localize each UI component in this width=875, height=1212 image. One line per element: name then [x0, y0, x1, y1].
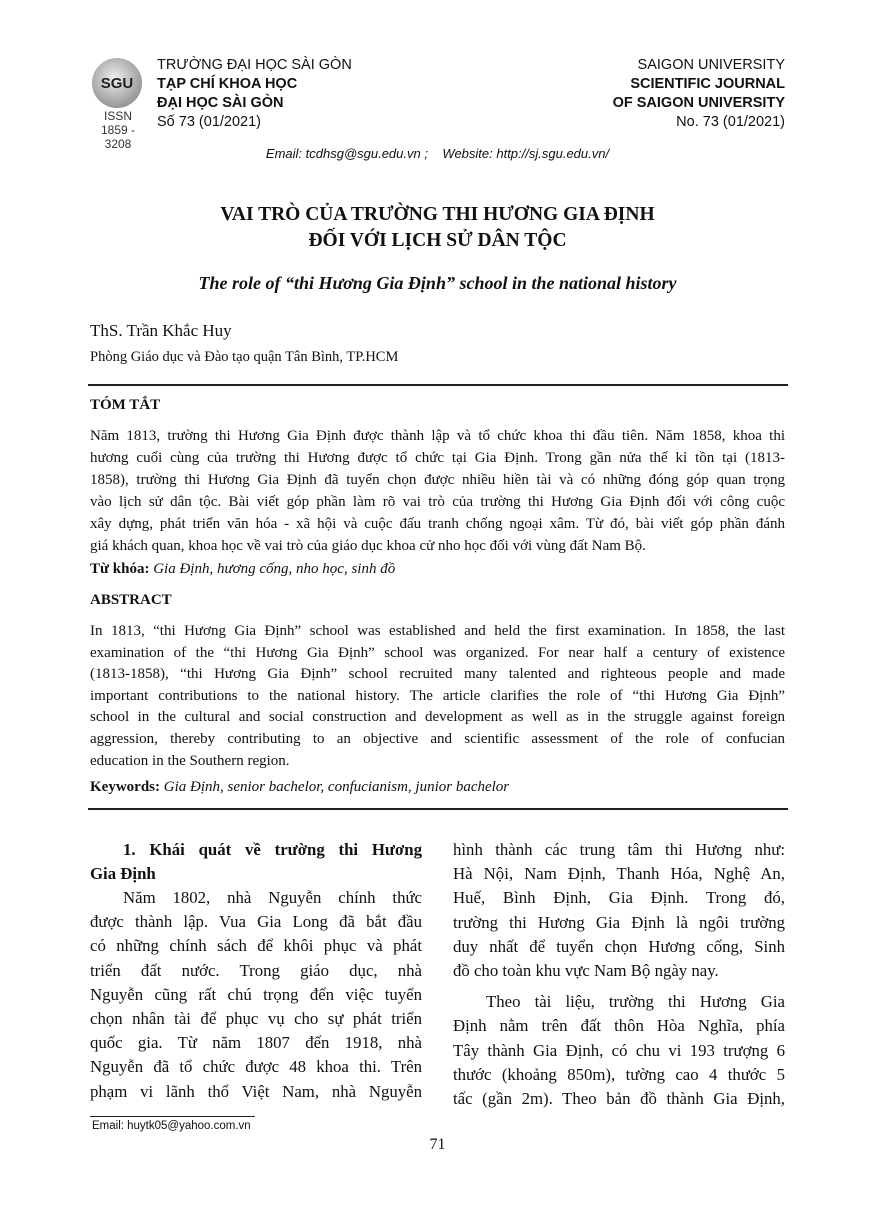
body-line: Theo tài liệu, trường thi Hương Gia — [486, 992, 785, 1012]
issue-en: No. 73 (01/2021) — [676, 114, 785, 130]
body-line: được thành lập. Vua Gia Long đã bắt đầu — [90, 912, 422, 932]
affiliation: Phòng Giáo dục và Đào tạo quận Tân Bình, TP.HCM — [90, 349, 399, 365]
header-left — [157, 56, 352, 132]
university-name-en: SAIGON UNIVERSITY — [637, 57, 785, 73]
abstract-line: In 1813, “thi Hương Gia Định” school was established and held the first examination. In 1858, the last — [90, 623, 785, 639]
divider — [88, 384, 788, 386]
keywords-en-label: Keywords: — [90, 779, 160, 795]
body-line: đồ cho toàn khu vực Nam Bộ ngày nay. — [453, 961, 719, 980]
page-number: 71 — [429, 1136, 446, 1153]
issn-label: ISSN — [103, 109, 132, 123]
article-title-line2: ĐỐI VỚI LỊCH SỬ DÂN TỘC — [308, 230, 567, 251]
body-line: Huế, Bình Định, Gia Định. Trong đó, — [453, 888, 785, 908]
issn — [88, 109, 148, 151]
abstract-line: important contributions to the national history. The article clarifies the role of “thi Hương Gia Định” — [90, 687, 785, 704]
body-line: thước (khoảng 850m), tường cao 4 thước 5 — [453, 1064, 785, 1084]
footnote-email: Email: huytk05@yahoo.com.vn — [92, 1120, 251, 1132]
body-line: phạm vi lãnh thổ Việt Nam, nhà Nguyễn — [90, 1081, 422, 1101]
summary-line: Năm 1813, trường thi Hương Gia Định được thành lập và tổ chức khoa thi đầu tiên. Năm 1858, khoa thi — [90, 428, 785, 444]
sgu-logo: SGU — [92, 58, 142, 108]
body-line: chọn nhân tài để phục vụ cho sự phát triển — [90, 1009, 422, 1028]
body-line: triển đất nước. Trong giáo dục, nhà — [90, 960, 422, 980]
summary-line: vào lịch sử dân tộc. Bài viết góp phần làm rõ vai trò của trường thi Hương Gia Định đối với công cuộc — [90, 494, 785, 510]
body-line: quốc gia. Từ năm 1807 đến 1918, nhà — [90, 1033, 422, 1053]
keywords-vi-label: Từ khóa: — [90, 561, 150, 577]
journal-name-en: SCIENTIFIC JOURNAL — [630, 76, 785, 92]
summary-line: 1858), trường thi Hương Gia Định đã tuyển chọn được nhiều hiền tài và có những đóng góp quan trọng — [90, 472, 785, 488]
body-line: trường thi Hương Gia Định là ngôi trường — [453, 912, 785, 932]
summary-line: hương cuối cùng của trường thi Hương được tổ chức tại Gia Định. Trong gần nửa thế kỉ tồn tại (1813- — [90, 450, 785, 466]
abstract-heading: ABSTRACT — [90, 592, 172, 608]
summary-heading: TÓM TẮT — [90, 397, 161, 413]
section-heading-line2: Gia Định — [90, 864, 156, 883]
header-right — [613, 56, 785, 132]
journal-name-vi: TẠP CHÍ KHOA HỌC — [157, 76, 298, 92]
body-line: Năm 1802, nhà Nguyễn chính thức — [123, 888, 422, 907]
issue-vi: Số 73 (01/2021) — [157, 114, 261, 130]
article-subtitle: The role of “thi Hương Gia Định” school in the national history — [198, 273, 677, 293]
keywords-vi-text: Gia Định, hương cống, nho học, sinh đồ — [149, 561, 396, 577]
summary-line: xây dựng, phát triển văn hóa - xã hội và cuộc đấu tranh chống ngoại xâm. Từ đó, bài viết góp phần đánh — [90, 516, 785, 532]
keywords-en-text: Gia Định, senior bachelor, confucianism, junior bachelor — [160, 779, 510, 795]
section-heading-line1: 1. Khái quát về trường thi Hương — [123, 840, 422, 859]
contact-info: Email: tcdhsg@sgu.edu.vn ; Website: http://sj.sgu.edu.vn/ — [265, 146, 610, 161]
body-line: Hà Nội, Nam Định, Thanh Hóa, Nghệ An, — [453, 864, 785, 884]
university-name-vi: TRƯỜNG ĐẠI HỌC SÀI GÒN — [157, 57, 352, 73]
body-line: Tây thành Gia Định, có chu vi 193 trượng 6 — [453, 1040, 785, 1060]
body-line: tấc (gần 2m). Theo bản đồ thành Gia Định, — [453, 1089, 785, 1108]
keywords-en — [90, 779, 509, 796]
divider — [88, 808, 788, 810]
abstract-line: examination of the “thi Hương Gia Định” school was organized. For near half a century of existence — [90, 644, 785, 661]
abstract-line: school in the cultural and social construction and development as well as in the struggle against foreign — [90, 709, 785, 726]
body-line: hình thành các trung tâm thi Hương như: — [453, 840, 785, 859]
abstract-line: education in the Southern region. — [90, 752, 290, 769]
footnote-divider — [90, 1116, 255, 1117]
journal-name-vi-2: ĐẠI HỌC SÀI GÒN — [157, 95, 284, 111]
abstract-line: (1813-1858), “thi Hương Gia Định” school recruited many talented and righteous people and made — [90, 666, 785, 683]
article-title-line1: VAI TRÒ CỦA TRƯỜNG THI HƯƠNG GIA ĐỊNH — [220, 204, 655, 225]
journal-name-en-2: OF SAIGON UNIVERSITY — [612, 95, 785, 111]
keywords-vi — [90, 561, 395, 578]
issn-number: 1859 - 3208 — [100, 123, 136, 151]
body-line: có những chính sách để khôi phục và phát — [90, 936, 422, 956]
body-line: Nguyễn đã tổ chức được 48 khoa thi. Trên — [90, 1057, 422, 1077]
author: ThS. Trần Khắc Huy — [90, 321, 232, 340]
abstract-line: aggression, thereby contributing to an objective and scientific assessment of the role of confucian — [90, 731, 785, 747]
body-line: duy nhất để tuyển chọn Hương cống, Sinh — [453, 936, 785, 956]
body-line: Nguyễn cũng rất chú trọng đến việc tuyển — [90, 984, 422, 1004]
body-line: Định nằm trên đất thôn Hòa Nghĩa, phía — [453, 1016, 785, 1036]
summary-line: giá khách quan, khoa học về vai trò của giáo dục khoa cử nho học đối với vùng đất Nam Bộ. — [90, 538, 646, 554]
